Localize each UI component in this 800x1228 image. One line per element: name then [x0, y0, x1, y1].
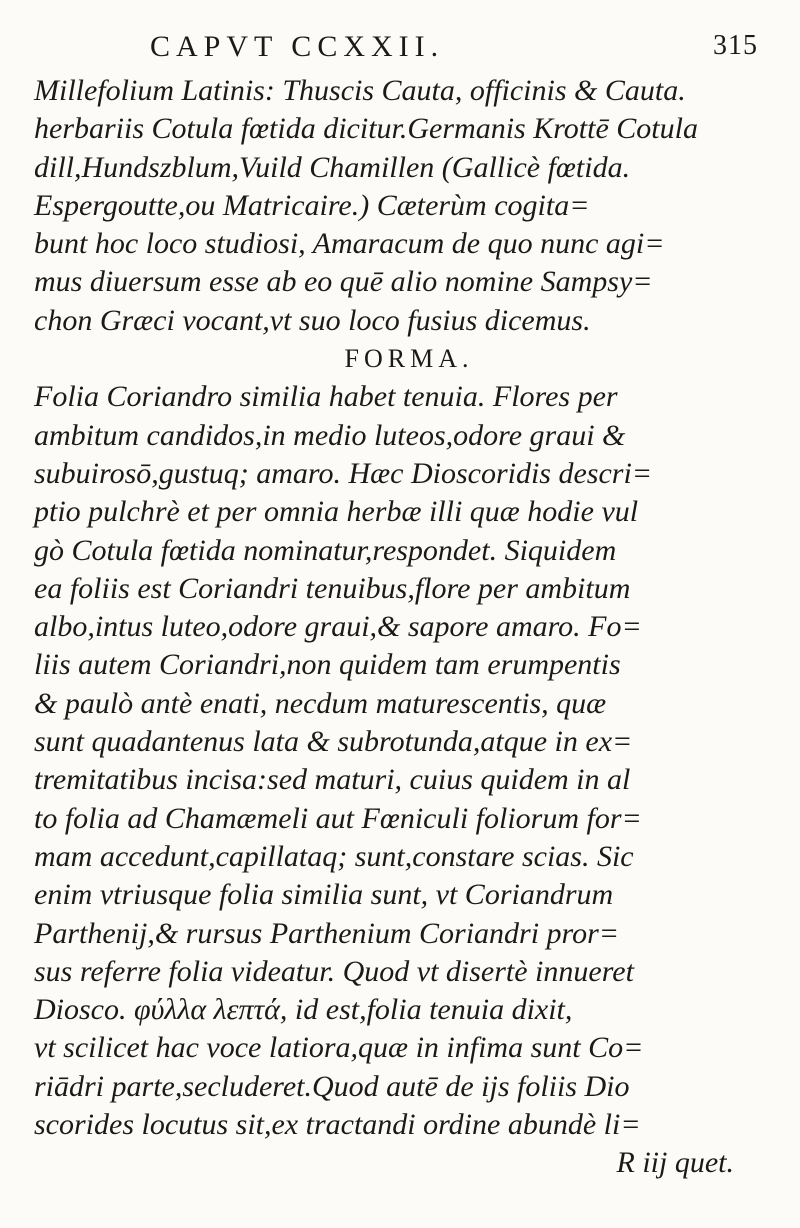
- text-line: Dioscο. φύλλα λεπτά, id est,folia tenuia dixit,: [34, 993, 573, 1027]
- text-line: bunt hoc loco studiosi, Amaracum de quo nunc agi=: [34, 227, 665, 261]
- text-line: to folia ad Chamæmeli aut Fœniculi foliorum for=: [34, 801, 642, 835]
- signature-catchword-line: R iij quet.: [616, 1146, 734, 1180]
- page-number: 315: [713, 30, 758, 61]
- body-text: [34, 72, 774, 1183]
- text-line: riādri parte,secluderet.Quod autē de ijs foliis Dio: [34, 1069, 630, 1103]
- text-line: mam accedunt,capillataq; sunt,constare scias. Sic: [34, 839, 634, 873]
- text-line: sus referre folia videatur. Quod vt disertè innueret: [34, 954, 634, 988]
- text-line: dill,Hundszblum,Vuild Chamillen (Gallicè fœtida.: [34, 150, 631, 184]
- text-line: Parthenij,& rursus Parthenium Coriandri pror=: [34, 916, 620, 950]
- text-line: subuirosō,gustuq; amaro. Hæc Dioscoridis descri=: [34, 456, 653, 490]
- text-line: chon Græci vocant,vt suo loco fusius dicemus.: [34, 303, 591, 337]
- text-line: gò Cotula fœtida nominatur,respondet. Siquidem: [34, 533, 617, 567]
- text-line: Millefolium Latinis: Thuscis Cauta, officinis & Cauta.: [34, 74, 686, 107]
- text-line: vt scilicet hac voce latiora,quæ in infima sunt Co=: [34, 1031, 644, 1065]
- text-line: ptio pulchrè et per omnia herbæ illi quæ hodie vul: [34, 495, 639, 529]
- text-line: tremitatibus incisa:sed maturi, cuius quidem in al: [34, 763, 631, 797]
- text-line: scorides locutus sit,ex tractandi ordine abundè li=: [34, 1108, 641, 1142]
- text-line: herbariis Cotula fœtida dicitur.Germanis Krottē Cotula: [34, 112, 698, 146]
- text-line: enim vtriusque folia similia sunt, vt Coriandrum: [34, 878, 614, 912]
- text-line: mus diuersum esse ab eo quē alio nomine Sampsy=: [34, 265, 653, 299]
- text-line: Folia Coriandro similia habet tenuia. Flores per: [34, 380, 618, 414]
- text-line: ea foliis est Coriandri tenuibus,flore per ambitum: [34, 571, 631, 605]
- page-header: [0, 30, 800, 70]
- text-line: liis autem Coriandri,non quidem tam erumpentis: [34, 648, 621, 682]
- text-line: & paulò antè enati, necdum maturescentis, quæ: [34, 686, 607, 720]
- section-heading: FORMA.: [344, 344, 474, 374]
- text-line: ambitum candidos,in medio luteos,odore graui &: [34, 418, 626, 452]
- text-line: Espergoutte,ou Matricaire.) Cæterùm cogita=: [34, 188, 590, 222]
- running-title: CAPVT CCXXII.: [150, 30, 445, 63]
- text-line: albo,intus luteo,odore graui,& sapore amaro. Fo=: [34, 610, 642, 644]
- text-line: sunt quadantenus lata & subrotunda,atque in ex=: [34, 725, 633, 759]
